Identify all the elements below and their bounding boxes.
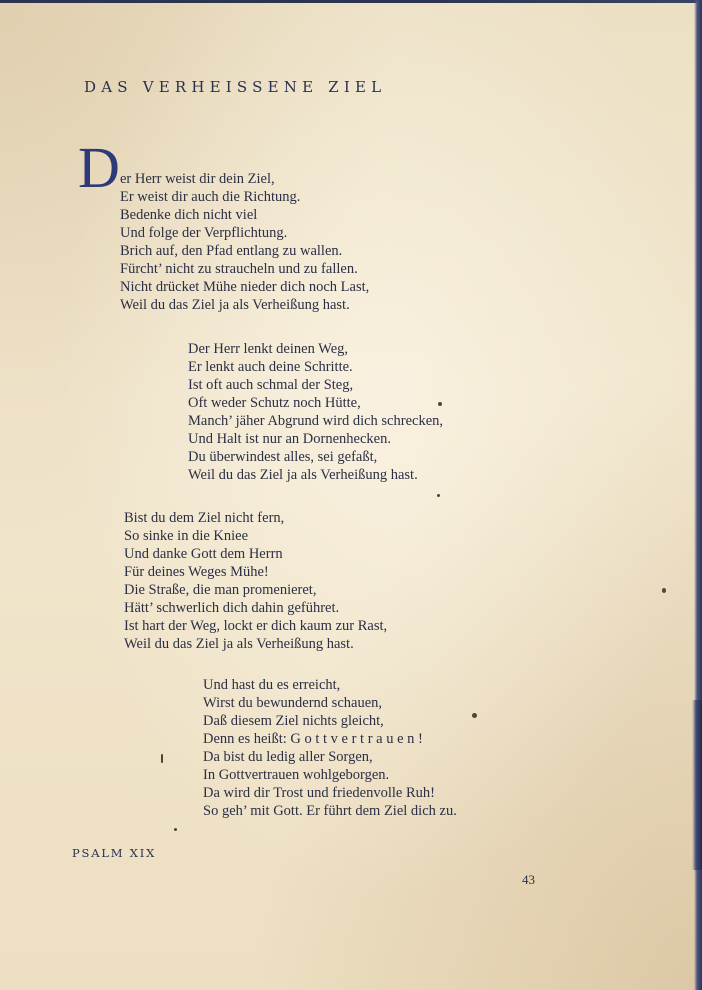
stanza-1-line-4: Und folge der Verpflichtung. <box>120 225 288 241</box>
stanza-4-line-2: Wirst du bewundernd schauen, <box>203 695 383 711</box>
paper-speck <box>174 828 177 831</box>
paper-speck <box>472 713 477 718</box>
stanza-1 <box>120 170 369 314</box>
stanza-4-line-4: Denn es heißt: G o t t v e r t r a u e n ! <box>203 731 423 747</box>
stanza-2-line-5: Manch’ jäher Abgrund wird dich schrecken, <box>188 413 444 429</box>
stanza-2-line-6: Und Halt ist nur an Dornenhecken. <box>188 431 391 447</box>
stanza-2-line-2: Er lenkt auch deine Schritte. <box>188 359 353 375</box>
stanza-2 <box>188 340 443 484</box>
stanza-1-line-7: Nicht drücket Mühe nieder dich noch Last, <box>120 279 370 295</box>
paper-speck <box>161 754 163 763</box>
stanza-4-line-8: So geh’ mit Gott. Er führt dem Ziel dich zu. <box>203 803 457 819</box>
paper-speck <box>438 402 442 406</box>
stanza-3 <box>124 509 387 653</box>
stanza-1-line-3: Bedenke dich nicht viel <box>120 207 258 223</box>
stanza-2-line-4: Oft weder Schutz noch Hütte, <box>188 395 361 411</box>
page-number: 43 <box>522 872 535 887</box>
stanza-2-line-8: Weil du das Ziel ja als Verheißung hast. <box>188 467 418 483</box>
stanza-3-line-1: Bist du dem Ziel nicht fern, <box>124 510 285 526</box>
stanza-3-line-2: So sinke in die Kniee <box>124 528 249 544</box>
stanza-2-line-3: Ist oft auch schmal der Steg, <box>188 377 354 393</box>
stanza-4-line-7: Da wird dir Trost und friedenvolle Ruh! <box>203 785 435 801</box>
stanza-3-line-7: Ist hart der Weg, lockt er dich kaum zur Rast, <box>124 618 388 634</box>
poem-title: DAS VERHEISSENE ZIEL <box>84 78 387 96</box>
stanza-3-line-5: Die Straße, die man promenieret, <box>124 582 317 598</box>
paper-speck <box>437 494 440 497</box>
stanza-3-line-8: Weil du das Ziel ja als Verheißung hast. <box>124 636 354 652</box>
psalm-label: PSALM XIX <box>72 846 157 860</box>
drop-cap: D <box>78 135 120 200</box>
stanza-4-line-5: Da bist du ledig aller Sorgen, <box>203 749 373 765</box>
stanza-2-line-1: Der Herr lenkt deinen Weg, <box>188 341 349 357</box>
stanza-3-line-6: Hätt’ schwerlich dich dahin geführet. <box>124 600 340 616</box>
stanza-4-line-3: Daß diesem Ziel nichts gleicht, <box>203 713 384 729</box>
stanza-1-line-6: Fürcht’ nicht zu straucheln und zu fallen. <box>120 261 358 277</box>
paper-speck <box>662 588 666 593</box>
stanza-3-line-4: Für deines Weges Mühe! <box>124 564 269 580</box>
stanza-1-line-5: Brich auf, den Pfad entlang zu wallen. <box>120 243 343 259</box>
stanza-1-line-2: Er weist dir auch die Richtung. <box>120 189 301 205</box>
stanza-4-line-6: In Gottvertrauen wohlgeborgen. <box>203 767 390 783</box>
stanza-4-line-1: Und hast du es erreicht, <box>203 677 341 693</box>
stanza-3-line-3: Und danke Gott dem Herrn <box>124 546 283 562</box>
stanza-1-line-1: er Herr weist dir dein Ziel, <box>120 171 275 187</box>
stanza-1-line-8: Weil du das Ziel ja als Verheißung hast. <box>120 297 350 313</box>
binding-shadow <box>692 700 702 870</box>
stanza-2-line-7: Du überwindest alles, sei gefaßt, <box>188 449 378 465</box>
stanza-4 <box>203 676 457 820</box>
page-top-edge <box>0 0 702 3</box>
